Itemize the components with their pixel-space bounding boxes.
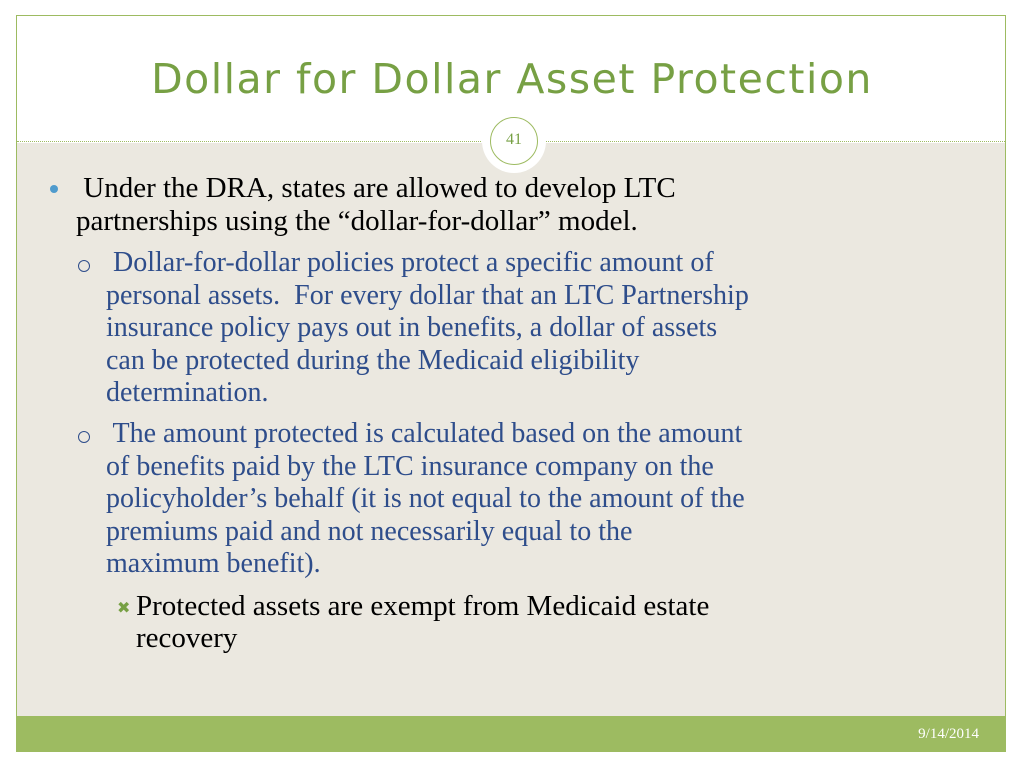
- bullet-line: of benefits paid by the LTC insurance company on the: [106, 450, 714, 482]
- slide-title: Dollar for Dollar Asset Protection: [151, 55, 873, 103]
- footer-bar: [17, 716, 1005, 751]
- bullet-item: [106, 247, 749, 410]
- bullet-line: determination.: [106, 377, 269, 408]
- bullet-line: recovery: [136, 622, 238, 654]
- footer-date: 9/14/2014: [918, 726, 979, 742]
- bullet-line: insurance policy pays out in benefits, a dollar of assets: [106, 312, 718, 343]
- bullet-dot-icon: [50, 185, 58, 193]
- bullet-line: personal assets. For every dollar that an LTC Partnership: [106, 279, 749, 311]
- bullet-line: maximum benefit).: [106, 548, 321, 579]
- bullet-line: Under the DRA, states are allowed to develop LTC: [76, 172, 676, 204]
- slide-number: 41: [506, 131, 522, 148]
- bullet-item: [106, 418, 745, 581]
- bullet-line: policyholder’s behalf (it is not equal to the amount of the: [106, 483, 745, 514]
- bullet-line: can be protected during the Medicaid eligibility: [106, 344, 640, 376]
- bullet-item: [76, 172, 676, 237]
- bullet-ring-icon: [78, 431, 90, 443]
- bullet-line: Dollar-for-dollar policies protect a specific amount of: [106, 247, 714, 278]
- bullet-line: The amount protected is calculated based on the amount: [106, 418, 743, 449]
- bullet-line: partnerships using the “dollar-for-dollar” model.: [76, 204, 638, 237]
- bullet-x-icon: ✖: [117, 598, 131, 617]
- bullet-line: premiums paid and not necessarily equal to the: [106, 515, 633, 547]
- bullet-line: Protected assets are exempt from Medicaid estate: [136, 590, 710, 622]
- bullet-item: [136, 590, 709, 654]
- bullet-ring-icon: [78, 260, 90, 272]
